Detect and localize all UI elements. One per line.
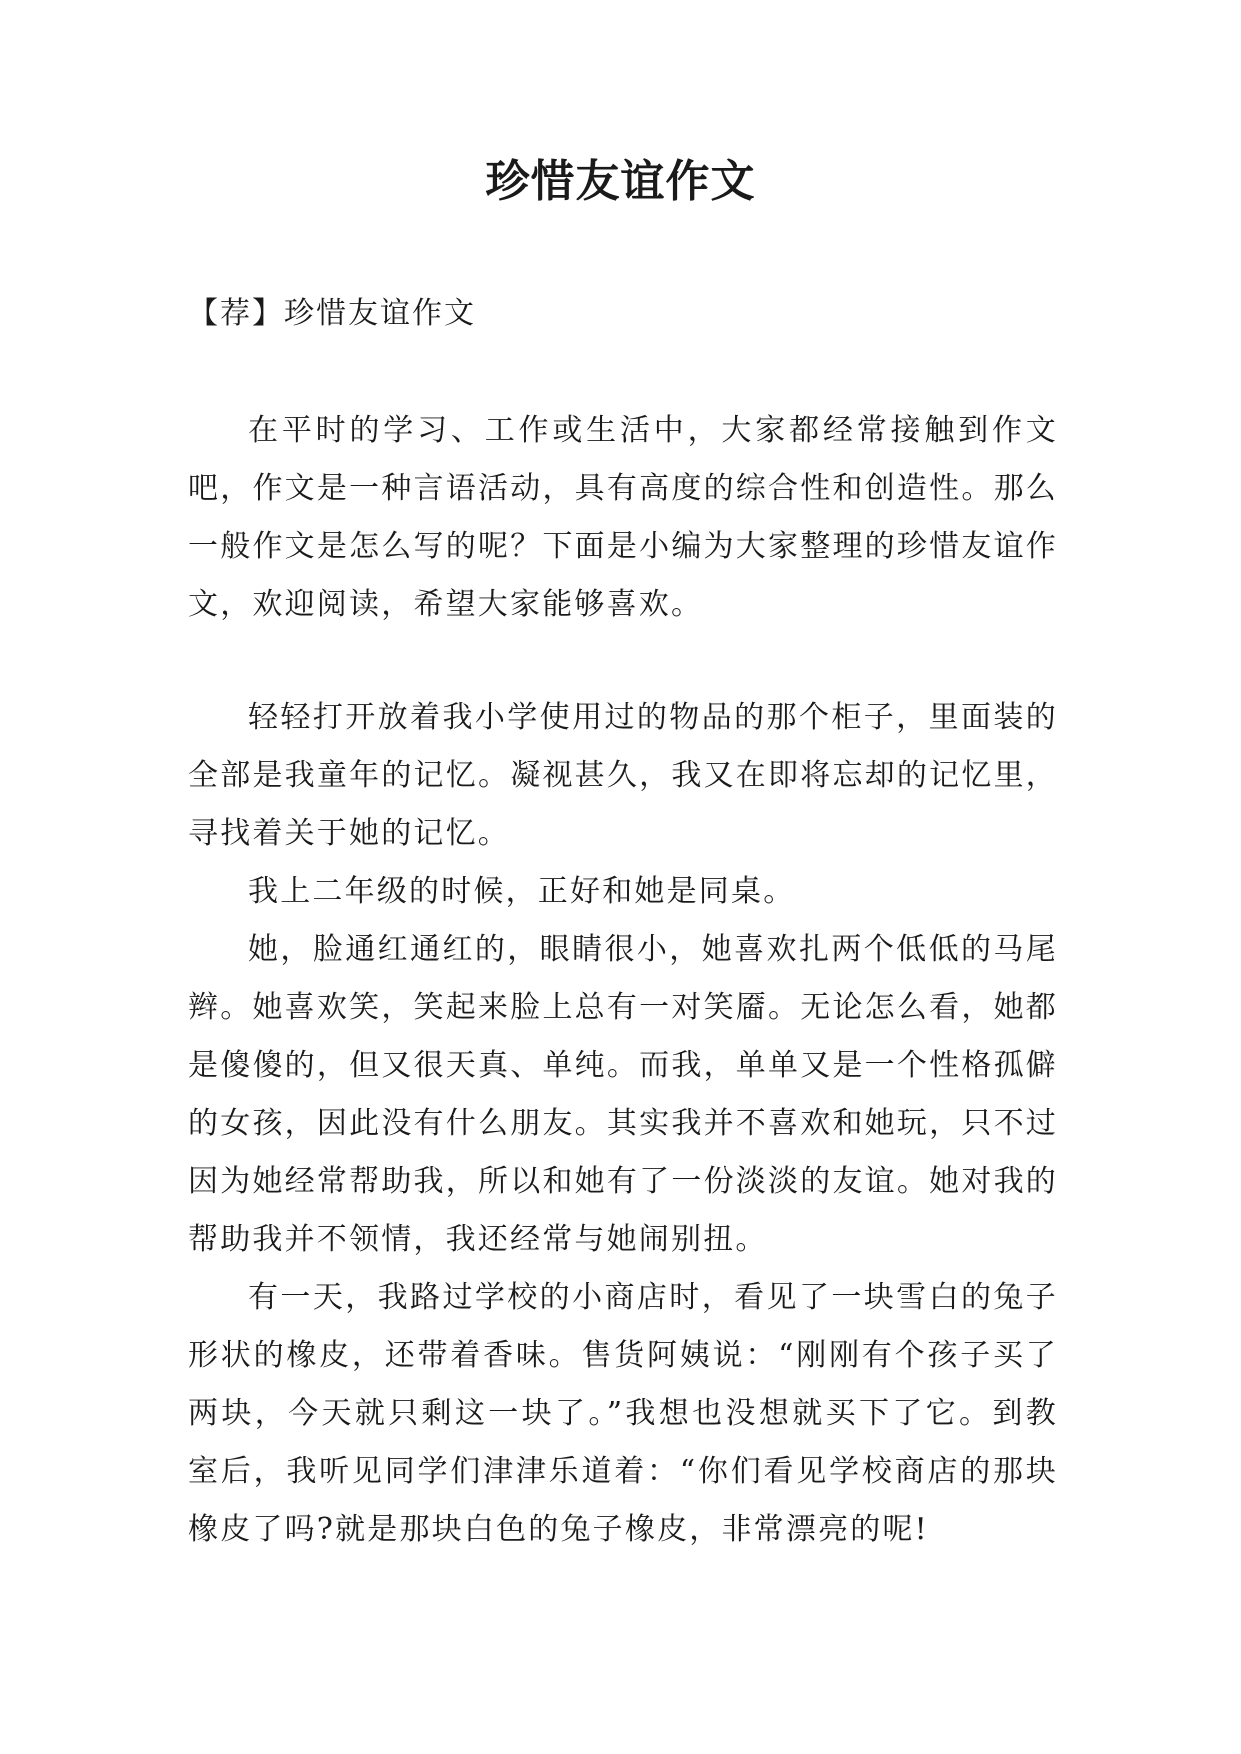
essay-body (188, 689, 1058, 1559)
essay-paragraph-1: 轻轻打开放着我小学使用过的物品的那个柜子，里面装的全部是我童年的记忆。凝视甚久，我又在即将忘却的记忆里，寻找着关于她的记忆。 (188, 700, 1058, 851)
essay-paragraph-3: 她，脸通红通红的，眼睛很小，她喜欢扎两个低低的马尾辫。她喜欢笑，笑起来脸上总有一对笑靥。无论怎么看，她都是傻傻的，但又很天真、单纯。而我，单单又是一个性格孤僻的女孩，因此没有什么朋友。其实我并不喜欢和她玩，只不过因为她经常帮助我，所以和她有了一份淡淡的友谊。她对我的帮助我并不领情，我还经常与她闹别扭。 (188, 932, 1058, 1257)
intro-section (188, 402, 1058, 634)
document-title: 珍惜友谊作文 (485, 156, 756, 207)
document-subtitle: 【荐】珍惜友谊作文 (188, 296, 476, 331)
essay-paragraph-2: 我上二年级的时候，正好和她是同桌。 (248, 874, 796, 909)
essay-paragraph-4: 有一天，我路过学校的小商店时，看见了一块雪白的兔子形状的橡皮，还带着香味。售货阿姨说：“刚刚有个孩子买了两块，今天就只剩这一块了。”我想也没想就买下了它。到教室后，我听见同学们津津乐道着：“你们看见学校商店的那块橡皮了吗?就是那块白色的兔子橡皮，非常漂亮的呢! (188, 1280, 1058, 1547)
intro-paragraph: 在平时的学习、工作或生活中，大家都经常接触到作文吧，作文是一种言语活动，具有高度的综合性和创造性。那么一般作文是怎么写的呢？下面是小编为大家整理的珍惜友谊作文，欢迎阅读，希望大家能够喜欢。 (188, 413, 1058, 622)
